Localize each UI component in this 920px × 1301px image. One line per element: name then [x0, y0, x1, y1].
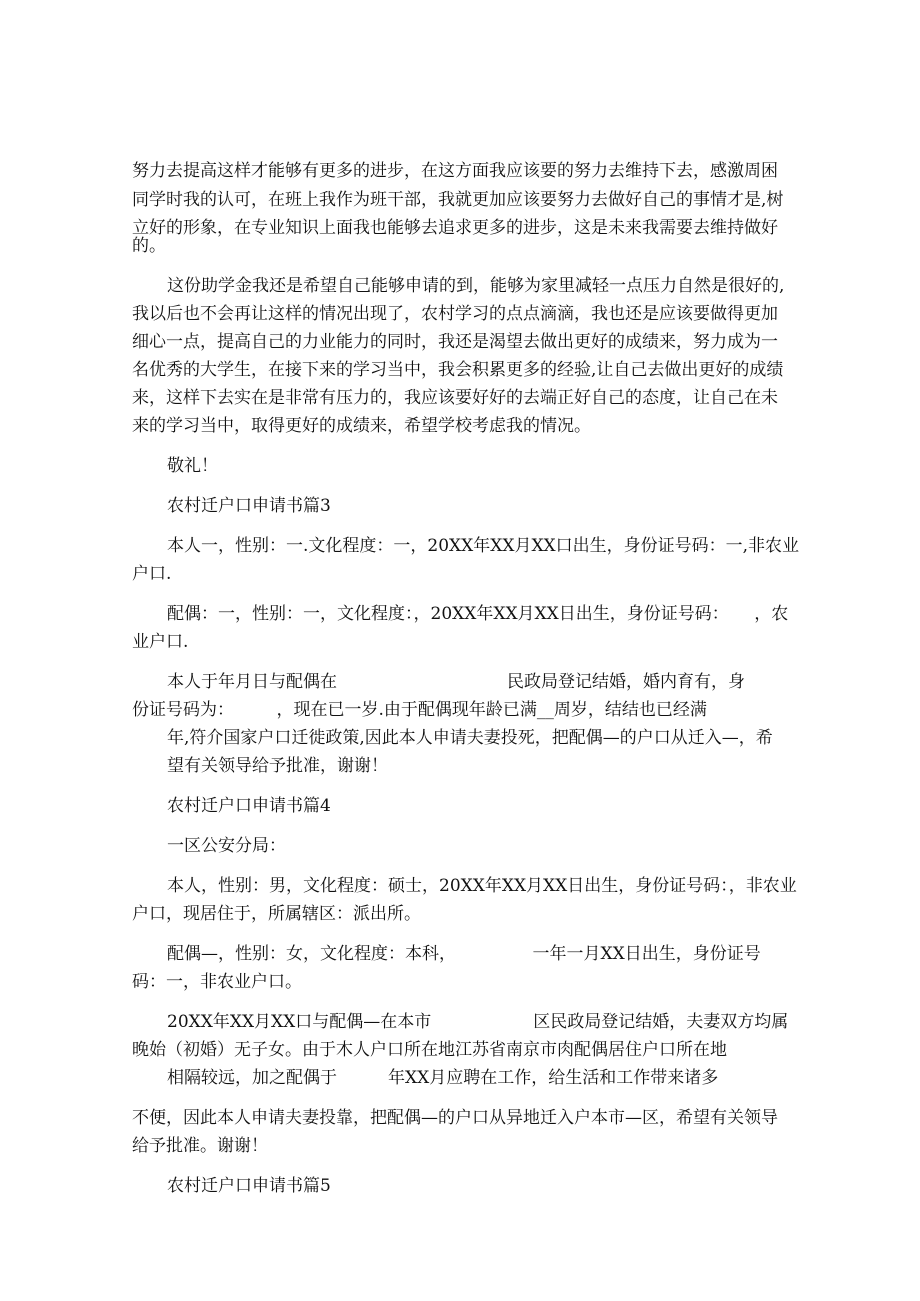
text-line: 立好的形象，在专业知识上面我也能够去追求更多的进步，这是未来我需要去维持做好	[132, 218, 778, 238]
text-line: 同学时我的认可，在班上我作为班干部，我就更加应该要努力去做好自己的事情才是,树	[132, 190, 784, 210]
text-line: 来，这样下去实在是非常有压力的，我应该要好好的去端正好自己的态度，让自己在未	[132, 388, 778, 408]
text-line: 的。	[132, 236, 166, 256]
section-heading: 农村迁户口申请书篇3	[167, 496, 331, 516]
text-line: 户口，现居住于，所属辖区：派出所。	[132, 904, 421, 924]
text-line: 本人于年月日与配偶在 民政局登记结婚，婚内育有，身	[167, 672, 745, 692]
text-line: 配偶—，性别：女，文化程度：本科， 一年一月XX日出生，身份证号	[167, 944, 761, 964]
text-line: 本人一，性别：一.文化程度：一，20XX年XX月XX口出生，身份证号码：一,非农业	[167, 536, 800, 556]
text-line: 望有关领导给予批准，谢谢！	[167, 756, 388, 776]
text-line: 相隔较远，加之配偶于 年XX月应聘在工作，给生活和工作带来诸多	[167, 1068, 719, 1088]
section-heading: 农村迁户口申请书篇5	[167, 1176, 331, 1196]
text-line: 业户口.	[132, 632, 189, 652]
text-line: 我以后也不会再让这样的情况出现了，农村学习的点点滴滴，我也还是应该要做得更加	[132, 304, 778, 324]
section-heading: 农村迁户口申请书篇4	[167, 796, 331, 816]
text-line: 码：一，非农业户口。	[132, 972, 302, 992]
text-line: 不便，因此本人申请夫妻投靠，把配偶—的户口从异地迁入户本市—区，希望有关领导	[132, 1108, 778, 1128]
text-line: 来的学习当中，取得更好的成绩来，希望学校考虑我的情况。	[132, 416, 591, 436]
text-line: 给予批准。谢谢！	[132, 1136, 268, 1156]
text-line: 20XX年XX月XX口与配偶—在本市 区民政局登记结婚，夫妻双方均属	[167, 1012, 789, 1032]
closing-salutation: 敬礼！	[167, 456, 218, 476]
text-line: 份证号码为： ，现在已一岁.由于配偶现年龄已满__周岁，结结也已经满	[132, 700, 707, 720]
text-line: 努力去提高这样才能够有更多的进步，在这方面我应该要的努力去维持下去，感激周困	[132, 161, 778, 181]
text-line: 细心一点，提高自己的力业能力的同时，我还是渴望去做出更好的成绩来，努力成为一	[132, 332, 778, 352]
text-line: 年,符介国家户口迁徙政策,因此本人申请夫妻投死，把配偶—的户口从迁入—，希	[167, 728, 773, 748]
text-line: 晚始（初婚）无子女。由于木人户口所在地江苏省南京市肉配偶居住户口所在地	[132, 1040, 727, 1060]
text-line: 户口.	[132, 564, 172, 584]
text-line: 名优秀的大学生，在接下来的学习当中，我会积累更多的经验,让自己去做出更好的成绩	[132, 360, 784, 380]
addressee: 一区公安分局：	[167, 836, 286, 856]
text-line: 这份助学金我还是希望自己能够申请的到，能够为家里减轻一点压力自然是很好的,	[167, 276, 785, 296]
text-line: 配偶：一，性别：一，文化程度：，20XX年XX月XX日出生，身份证号码： ，农	[167, 604, 789, 624]
text-line: 本人，性别：男，文化程度：硕士，20XX年XX月XX日出生，身份证号码：，非农业	[167, 876, 797, 896]
